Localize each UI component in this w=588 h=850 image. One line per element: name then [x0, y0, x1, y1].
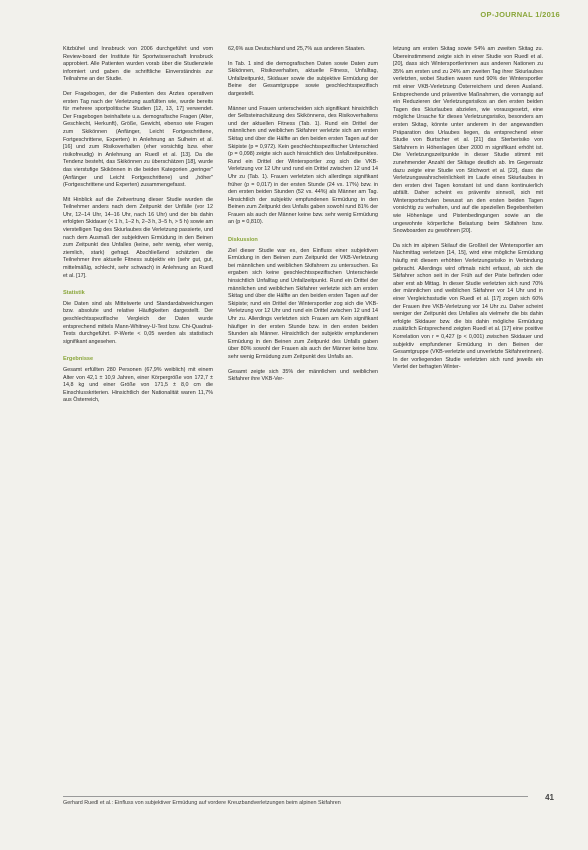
- paragraph: Kitzbühel und Innsbruck von 2006 durchgeführt und vom Review-board der Institute für Sportwissenschaft Innsbruck approbiert. Alle Patienten wurden vorab über die Studienziele informiert und gaben die schriftliche Einverständnis zur Teilnahme an der Studie.: [63, 46, 213, 83]
- paragraph: Der Fragebogen, der die Patienten des Arztes operativen ersten Tag nach der Verletzung ausfüllten wie, wurde bereits für mehrere sportpolitische Studien [12, 13, 17] verwendet. Der Fragebogen beinhaltete u.a. demografische Fragen (Alter, Geschlecht, Herkunft), Größe, Gewicht, ebenso wie Fragen zum Skikönnen (Anfänger, Leicht Fortgeschrittene, Fortgeschrittene, Experten) in Anlehnung an Sulheim et al. [16] und zum Risikoverhalten (eher vorsichtig bzw. eher risikofreudig) in Anlehnung an Ruedl et al. [13]. Da die Tendenz besteht, das Skikönnen zu überschätzen [18], wurde das vierstufige Skikönnen in die beiden Kategorien „geringer" (Anfänger und Leicht Fortgeschrittene) und „höher" (Fortgeschrittene und Experten) zusammengefasst.: [63, 90, 213, 189]
- journal-header: OP-JOURNAL 1/2016: [480, 10, 560, 19]
- page-number: 41: [545, 793, 554, 802]
- paragraph: Ziel dieser Studie war es, den Einfluss einer subjektiven Ermüdung in den Beinen zum Zeitpunkt der VKB-Verletzung bei männlichen und weiblichen Skifahrern zu untersuchen. Es ergaben sich keine geschlechtsspezifischen Unterschiede hinsichtlich Unfalltag und Unfallzeitpunkt. Rund ein Drittel der männlichen und weiblichen Skifahrer verletzte sich am ersten Skitag und über die Hälfte an den beiden ersten Tagen auf der Skipiste; rund ein Drittel der Wintersportler zog sich die VKB-Verletzung vor 12 Uhr und rund ein Drittel zwischen 12 und 14 Uhr zu. Allerdings verletzten sich Frauen am Kein signifikant häufiger in der ersten Stunde bzw. in den ersten beiden Stunden als Männer. Hinsichtlich der subjektiv empfundenen Ermüdung in den Beinen zum Zeitpunkt des Unfalls gaben über 80% sowohl der Frauen als auch der Männer keine bzw. sehr wenig Ermüdung zum Zeitpunkt des Unfalls an.: [228, 247, 378, 360]
- section-heading-results: Ergebnisse: [63, 356, 94, 363]
- paragraph: letzung am ersten Skitag sowie 54% am zweiten Skitag zu. Übereinstimmend zeigte sich in einer Studie von Ruedl et al. [20], dass sich Wintersportlerinnen aus anderen Nationen zu 35% am ersten und zu 24% am zweiten Tag ihrer Skiurlaubes verletzten, wobei Studien waren rund 90% der Wintersportler mit einer VKB-Verletzung Österreichern und deren Ausland. Entsprechende und präventive Maßnahmen, die vorrangig auf ein Reduzieren der Verletzungsrisikos an den ersten beiden Tagen des Skiurlaubes abzielen, wie vorausgesetzt, eine mögliche Ursache für dieses Verletzungsrisiko, besonders am ersten Skitag, könnte unter anderem in der angewandten Präparation des Urlaubes liegen, da entsprechend einer Studie von Burtscher et al. [21] das Sterberisiko von Skifahrern in Höhenlagen über 2000 m signifikant erhöht ist. Die Verletzungszeitpunkte in dieser Studie stimmt mit zunehmender Anzahl der Skitage deutlich ab. Im Gegensatz dazu zeigte eine Studie von Stichwort et al. [22], dass die Verletzungswahrscheinlichkeit im Laufe eines Skiurlaubes in den ersten drei Tagen konstant ist und dann kontinuierlich abfällt. Daher scheint es präventiv sinnvoll, sich mit Wintersportschulen bewusst an den ersten beiden Tagen vorsichtig zu verhalten, und auf die speziellen Begebenheiten wie Höhenlage und Pistenbedingungen sowie an die ungewohnte körperliche Belastung beim Skifahren bzw. Snowboarden zu gewöhnen [20].: [393, 46, 543, 235]
- paragraph: Gesamt erfüllten 280 Personen (67,9% weiblich) mit einem Alter von 42,1 ± 10,9 Jahren, einer Körpergröße von 172,7 ± 14,8 kg und einer Größe von 171,5 ± 8,0 cm die Einschlusskriterien. Hinsichtlich der Nationalität waren 11,7% aus Österreich,: [63, 366, 213, 404]
- paragraph: 62,6% aus Deutschland und 25,7% aus anderen Staaten.: [228, 46, 366, 52]
- section-heading-discussion: Diskussion: [228, 237, 258, 244]
- paragraph: Mit Hinblick auf die Zeitvertrung dieser Studie wurden die Teilnehmer anders nach dem Zeitpunkt der Unfälle (vor 12 Uhr, 12–14 Uhr, 14–16 Uhr, nach 16 Uhr) und der bis dahin erfolgten Skidauer (< 1 h, 1–2 h, 2–3 h, 3–5 h, > 5 h) sowie am vierstelligen Tag des Skiurlaubes die Verletzung passierte, und nach dem Ausmaß der subjektiven Ermüdung in den Beinen zum Zeitpunkt des Unfalles (keine, sehr wenig, eher wenig, ziemlich, stark) gefragt. Abschließend schätzten die Teilnehmer ihre aktuelle Fitness subjektiv ein (sehr gut, gut, mittelmäßig, schlecht, sehr schwach) in Anlehnung an Ruedl et al. [17].: [63, 196, 213, 279]
- column-3: [393, 46, 543, 379]
- paragraph: Männer und Frauen unterscheiden sich signifikant hinsichtlich der Selbsteinschätzung des Skikönnens, des Risikoverhaltens und der aktuellen Fitness (Tab. 1). Rund ein Drittel der männlichen und weiblichen Skifahrer verletzte sich am ersten Skitag und über die Hälfte an den beiden ersten Tagen auf der Skipiste (p = 0,972). Kein geschlechtsspezifischer Unterschied (p = 0,098) zeigte sich auch hinsichtlich des Unfallzeitpunktes. Rund ein Drittel der Wintersportler zog sich die VKB-Verletzung vor 12 Uhr und rund ein Drittel zwischen 12 und 14 Uhr zu (Tab. 1). Frauen verletzten sich allerdings signifikant früher (p = 0,017) in der ersten Stunde (24 vs. 17%) bzw. in den ersten beiden Stunden (52 vs. 44%) als Männer am Tag. Hinsichtlich der subjektiv empfundenen Ermüdung in den Beinen zum Zeitpunkt des Unfalls gaben sowohl rund 81% der Frauen als auch der Männer keine bzw. sehr wenig Ermüdung an (p = 0,810).: [228, 105, 378, 226]
- page-footer: Gerhard Ruedl et al.: Einfluss von subjektiver Ermüdung auf vordere Kreuzbandverletzungen beim alpinen Skifahren: [63, 796, 528, 806]
- column-1: [63, 46, 213, 412]
- column-2: [228, 46, 378, 391]
- paragraph: In Tab. 1 sind die demografischen Daten sowie Daten zum Skikönnen, Risikoverhalten, aktuelle Fitness, Unfalltag, Unfallzeitpunkt, Skidauer sowie die subjektive Ermüdung der Beine der Gesamtgruppe sowie geschlechtsspezifisch dargestellt.: [228, 60, 378, 97]
- paragraph: Da sich im alpinen Skilauf die Großteil der Wintersportler am Nachmittag verletzen [14, 15], wird eine mögliche Ermüdung häufig mit diesem erhöhten Verletzungsrisiko in Verbindung gebracht. Allerdings wird oftmals nicht erfasst, ab sich die Skifahrer schon seit in der Früh auf der Piste befinden oder aber erst ab Mittag. In dieser Studie verletzten sich rund 70% der männlichen und weiblichen Skifahrer vor 14 Uhr und in einer Vergleichsstudie von Ruedl et al. [17] zogen sich 60% der Frauen ihre VKB-Verletzung vor 14 Uhr zu. Daher scheint weniger der Zeitpunkt des Unfalles als vielmehr die bis dahin erfolgte Skidauer bzw. die bis dahin mögliche Ermüdung zusätzlich Entsprechend zeigten Ruedl et al. [17] eine positive Korrelation von r = 0,427 (p < 0,001) zwischen Skidauer und subjektiv empfundener Ermüdung in den Beinen der Gesamtgruppe (VKB-verletzte und unverletzte Skifahrerinnen). In der vorliegenden Studie verletzten sich rund jeweils ein Viertel der befragten Winter-: [393, 242, 543, 371]
- paragraph: Gesamt zeigte sich 35% der männlichen und weiblichen Skifahrer ihre VKB-Ver-: [228, 368, 378, 383]
- paragraph: Die Daten sind als Mittelwerte und Standardabweichungen bzw. absolute und relative Häufigkeiten dargestellt. Der geschlechtsspezifische Vergleich der Daten wurde entsprechend mittels Mann-Whitney-U-Test bzw. Chi-Quadrat-Tests durchgeführt. P-Werte < 0,05 werden als statistisch signifikant angesehen.: [63, 300, 213, 345]
- section-heading-statistics: Statistik: [63, 290, 85, 297]
